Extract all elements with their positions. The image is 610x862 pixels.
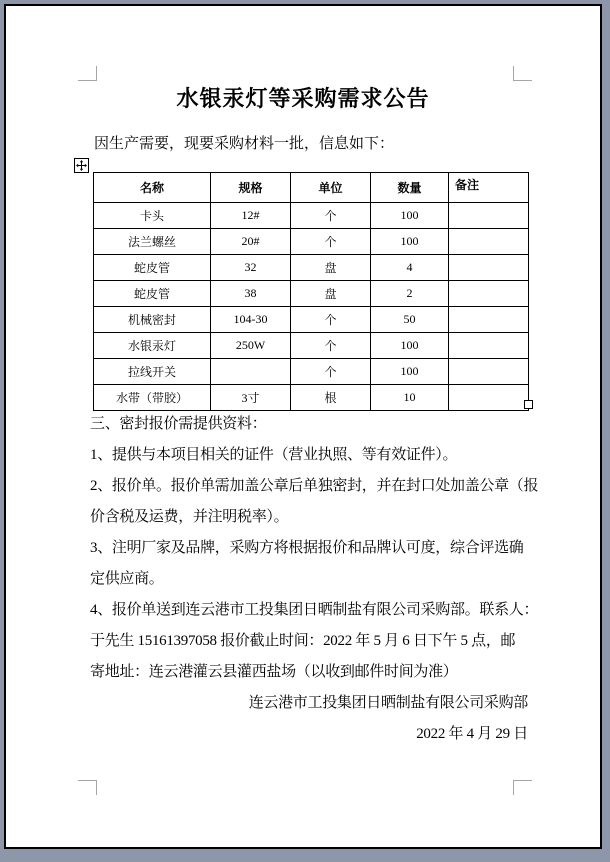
cell-name: 蛇皮管	[94, 281, 211, 307]
table-row	[94, 281, 529, 307]
table-resize-handle-icon[interactable]	[524, 400, 533, 409]
cell-name: 蛇皮管	[94, 255, 211, 281]
body-paragraphs	[90, 409, 539, 750]
col-header-spec: 规格	[211, 173, 291, 203]
cell-spec: 38	[211, 281, 291, 307]
table-row	[94, 333, 529, 359]
crop-mark-top-right	[513, 66, 532, 81]
crop-mark-top-left	[78, 66, 97, 81]
cell-remark	[449, 229, 529, 255]
cell-unit: 个	[291, 307, 371, 333]
paragraph-line: 价含税及运费，并注明税率）。	[90, 509, 289, 525]
table-row	[94, 385, 529, 411]
table-row	[94, 359, 529, 385]
cell-qty: 2	[371, 281, 449, 307]
signature-line: 连云港市工投集团日晒制盐有限公司采购部	[248, 695, 528, 711]
cell-remark	[449, 203, 529, 229]
cell-qty: 100	[371, 333, 449, 359]
crop-mark-bottom-left	[78, 780, 97, 795]
paragraph-line: 2、报价单。报价单需加盖公章后单独密封，并在封口处加盖公章（报	[90, 478, 539, 494]
cell-name: 水银汞灯	[94, 333, 211, 359]
cell-remark	[449, 385, 529, 411]
col-header-unit: 单位	[291, 173, 371, 203]
document-page	[4, 4, 602, 849]
cell-name: 法兰螺丝	[94, 229, 211, 255]
crop-mark-bottom-right	[513, 780, 532, 795]
cell-spec: 20#	[211, 229, 291, 255]
cell-qty: 4	[371, 255, 449, 281]
cell-name: 机械密封	[94, 307, 211, 333]
cell-remark	[449, 359, 529, 385]
table-row	[94, 203, 529, 229]
table-move-handle-icon[interactable]	[74, 158, 89, 173]
intro-paragraph: 因生产需要，现要采购材料一批，信息如下：	[94, 136, 395, 152]
col-header-qty: 数量	[371, 173, 449, 203]
paragraph-line: 4、报价单送到连云港市工投集团日晒制盐有限公司采购部。联系人：	[90, 602, 539, 618]
cell-unit: 个	[291, 229, 371, 255]
cell-unit: 盘	[291, 281, 371, 307]
cell-unit: 盘	[291, 255, 371, 281]
table-row	[94, 307, 529, 333]
cell-unit: 个	[291, 333, 371, 359]
cell-remark	[449, 281, 529, 307]
cell-remark	[449, 307, 529, 333]
paragraph-line: 于先生 15161397058 报价截止时间：2022 年 5 月 6 日下午 5 点，邮	[90, 633, 516, 649]
cell-qty: 50	[371, 307, 449, 333]
cell-spec: 3寸	[211, 385, 291, 411]
cell-spec: 12#	[211, 203, 291, 229]
cell-unit: 根	[291, 385, 371, 411]
paragraph-line: 3、注明厂家及品牌，采购方将根据报价和品牌认可度，综合评选确	[90, 540, 524, 556]
col-header-remark: 备注	[449, 173, 529, 203]
items-table	[93, 172, 529, 411]
table-row	[94, 255, 529, 281]
cell-qty: 100	[371, 229, 449, 255]
date-line: 2022 年 4 月 29 日	[416, 726, 528, 742]
cell-name: 卡头	[94, 203, 211, 229]
cell-spec: 104-30	[211, 307, 291, 333]
cell-name: 水带（带胶）	[94, 385, 211, 411]
cell-spec: 32	[211, 255, 291, 281]
cell-remark	[449, 255, 529, 281]
paragraph-line: 寄地址：连云港灌云县灌西盐场（以收到邮件时间为准）	[90, 664, 458, 680]
cell-spec	[211, 359, 291, 385]
paragraph-line: 三、密封报价需提供资料：	[90, 416, 267, 432]
col-header-name: 名称	[94, 173, 211, 203]
table-row	[94, 229, 529, 255]
paragraph-line: 1、提供与本项目相关的证件（营业执照、等有效证件）。	[90, 447, 458, 463]
cell-unit: 个	[291, 203, 371, 229]
four-way-arrow-icon	[76, 160, 87, 171]
cell-unit: 个	[291, 359, 371, 385]
cell-qty: 100	[371, 203, 449, 229]
page-title: 水银汞灯等采购需求公告	[176, 86, 430, 111]
cell-remark	[449, 333, 529, 359]
cell-spec: 250W	[211, 333, 291, 359]
cell-qty: 10	[371, 385, 449, 411]
cell-qty: 100	[371, 359, 449, 385]
paragraph-line: 定供应商。	[90, 571, 164, 587]
table-header-row	[94, 173, 529, 203]
cell-name: 拉线开关	[94, 359, 211, 385]
